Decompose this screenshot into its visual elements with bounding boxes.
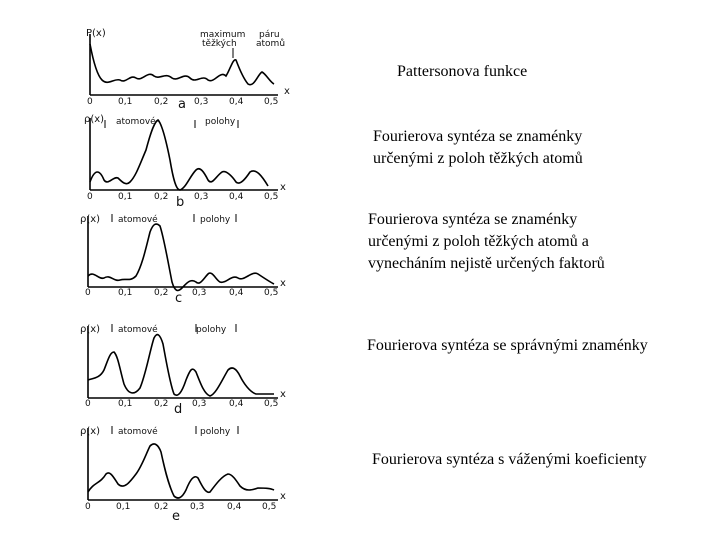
- tick-label: 0: [85, 502, 91, 512]
- tick-label: 0,4: [229, 288, 244, 298]
- tick-label: 0,4: [229, 399, 244, 409]
- annotation-atomove: atomové: [118, 325, 158, 335]
- tick-label: 0,2: [154, 192, 169, 202]
- curve-d: [88, 335, 274, 396]
- caption-c: [368, 209, 605, 275]
- caption-line: Pattersonova funkce: [397, 63, 528, 80]
- tick-label: 0: [85, 399, 91, 409]
- tick-label: 0,3: [194, 97, 209, 107]
- caption-line: určenými z poloh těžkých atomů a: [368, 233, 589, 250]
- panel-b: [84, 114, 286, 210]
- tick-label: 0,4: [229, 97, 244, 107]
- annotation-paru: páru: [259, 30, 280, 40]
- axis-x-symbol: x: [280, 182, 286, 193]
- tick-label: 0,3: [194, 192, 209, 202]
- panel-letter: c: [175, 291, 183, 306]
- caption-line: vynecháním nejistě určených faktorů: [368, 255, 605, 272]
- annotation-polohy: polohy: [200, 215, 231, 225]
- tick-label: 0,3: [190, 502, 205, 512]
- panel-c: [80, 214, 286, 306]
- tick-label: 0,1: [116, 502, 131, 512]
- tick-label: 0,2: [154, 288, 169, 298]
- tick-label: 0,5: [264, 192, 279, 202]
- caption-line: Fourierova syntéza se znaménky: [373, 128, 583, 145]
- annotation-polohy: polohy: [205, 117, 236, 127]
- annotation-polohy: polohy: [196, 325, 227, 335]
- panel-letter: b: [176, 195, 185, 210]
- axis-x-symbol: x: [280, 389, 286, 400]
- y-axis-label: ρ(x): [80, 426, 101, 437]
- axis-x-symbol: x: [284, 86, 290, 97]
- tick-label: 0,1: [118, 192, 133, 202]
- annotation-atomove: atomové: [116, 117, 156, 127]
- tick-label: 0,1: [118, 288, 133, 298]
- caption-d: [367, 335, 648, 357]
- annotation-atomove: atomové: [118, 427, 158, 437]
- annotation-polohy: polohy: [200, 427, 231, 437]
- caption-line: Fourierova syntéza se správnými znaménky: [367, 337, 648, 354]
- panel-e: [80, 426, 286, 524]
- tick-label: 0: [87, 97, 93, 107]
- caption-e: [372, 449, 647, 471]
- tick-label: 0,4: [229, 192, 244, 202]
- axis-x-symbol: x: [280, 491, 286, 502]
- annotation-tezkych: těžkých: [202, 39, 237, 49]
- curve-patterson: [90, 44, 274, 85]
- annotation-atomu: atomů: [256, 39, 286, 49]
- tick-label: 0,2: [154, 399, 169, 409]
- curve-e: [88, 444, 274, 498]
- y-axis-label: ρ(x): [84, 114, 105, 125]
- tick-label: 0,5: [262, 502, 277, 512]
- caption-b: [373, 126, 583, 170]
- caption-line: Fourierova syntéza se znaménky: [368, 211, 578, 228]
- y-axis-label: P(x): [86, 28, 106, 39]
- annotation-maximum: maximum: [200, 30, 246, 40]
- panel-d: [80, 324, 286, 417]
- panel-a: [86, 28, 290, 112]
- tick-label: 0,2: [154, 97, 169, 107]
- tick-label: 0,3: [192, 288, 207, 298]
- tick-label: 0,2: [154, 502, 169, 512]
- caption-line: určenými z poloh těžkých atomů: [373, 150, 583, 167]
- y-axis-label: ρ(x): [80, 324, 101, 335]
- tick-label: 0: [87, 192, 93, 202]
- tick-label: 0: [85, 288, 91, 298]
- axis-x-symbol: x: [280, 278, 286, 289]
- tick-label: 0,5: [264, 399, 279, 409]
- caption-a: [397, 61, 527, 83]
- tick-label: 0,3: [192, 399, 207, 409]
- panel-letter: a: [178, 97, 186, 112]
- tick-label: 0,4: [227, 502, 242, 512]
- y-axis-label: ρ(x): [80, 214, 101, 225]
- curve-b: [90, 120, 268, 190]
- tick-label: 0,1: [118, 97, 133, 107]
- tick-label: 0,5: [264, 288, 279, 298]
- annotation-atomove: atomové: [118, 215, 158, 225]
- caption-line: Fourierova syntéza s váženými koeficienty: [372, 451, 647, 468]
- panel-letter: e: [172, 509, 180, 524]
- tick-label: 0,5: [264, 97, 279, 107]
- curve-c: [88, 224, 274, 290]
- tick-label: 0,1: [118, 399, 133, 409]
- panel-letter: d: [174, 402, 183, 417]
